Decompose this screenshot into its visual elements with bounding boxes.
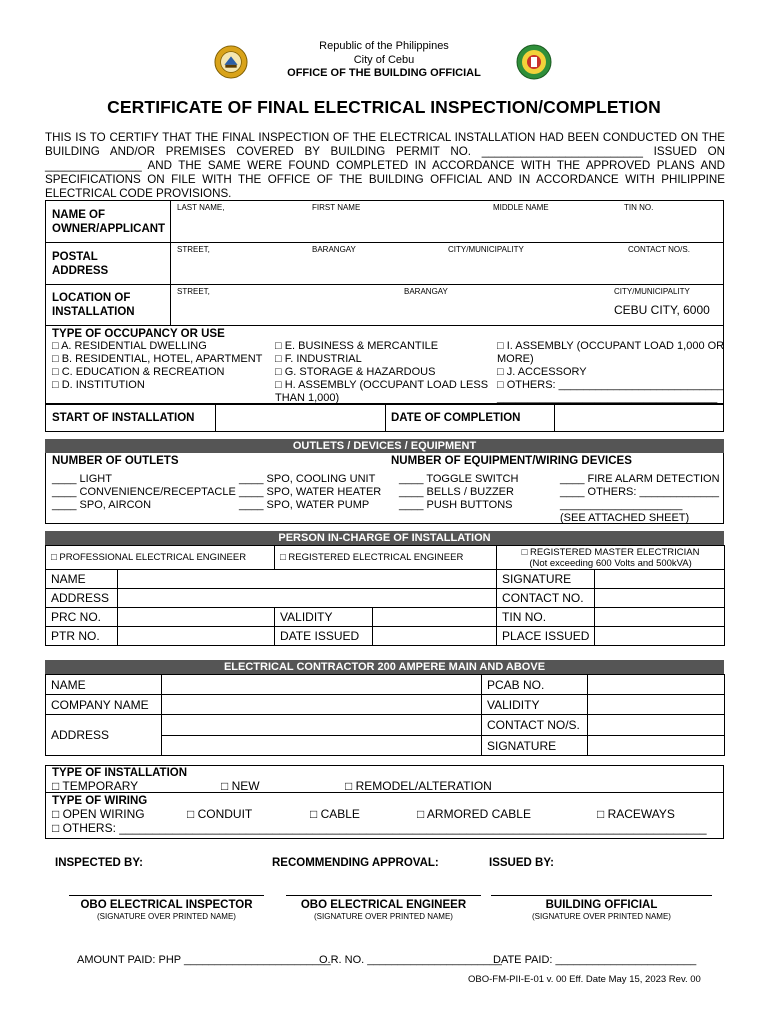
- option-cable[interactable]: □ CABLE: [310, 807, 360, 821]
- contact-label: CONTACT NO.: [497, 589, 595, 608]
- city-line: City of Cebu: [353, 54, 415, 66]
- address-label: ADDRESS: [46, 589, 118, 608]
- date-issued-field[interactable]: [373, 627, 497, 646]
- wiring-type-title: TYPE OF WIRING: [52, 795, 148, 807]
- contractor-name-field[interactable]: [162, 675, 482, 695]
- device-push-buttons[interactable]: ____ PUSH BUTTONS: [399, 499, 513, 511]
- device-others-line[interactable]: ____________________: [560, 499, 683, 511]
- option-remodel[interactable]: □ REMODEL/ALTERATION: [345, 779, 492, 793]
- form-code-footer: OBO-FM-PII-E-01 v. 00 Eff. Date May 15, 2023 Rev. 00: [468, 974, 701, 985]
- ptr-field[interactable]: [118, 627, 275, 646]
- occupancy-col-1: [52, 340, 262, 392]
- location-barangay-field[interactable]: BARANGAY: [404, 287, 448, 296]
- start-installation-field[interactable]: [217, 406, 383, 430]
- signature-label: SIGNATURE: [497, 570, 595, 589]
- outlets-title: NUMBER OF OUTLETS: [52, 455, 179, 467]
- contractor-validity-label: VALIDITY: [482, 695, 588, 715]
- outlet-spo-aircon[interactable]: ____ SPO, AIRCON: [52, 499, 152, 511]
- date-completion-field[interactable]: [556, 406, 722, 430]
- occupancy-option-h-cont: THAN 1,000): [275, 392, 340, 404]
- occupancy-option-g[interactable]: □ G. STORAGE & HAZARDOUS: [275, 366, 436, 378]
- middle-name-field[interactable]: MIDDLE NAME: [493, 203, 549, 212]
- street-field[interactable]: STREET,: [177, 245, 210, 254]
- device-bells-buzzer[interactable]: ____ BELLS / BUZZER: [399, 486, 514, 498]
- contact-field[interactable]: [595, 589, 725, 608]
- contractor-contact-field[interactable]: [588, 715, 725, 736]
- person-table: [45, 545, 725, 646]
- occupancy-option-f[interactable]: □ F. INDUSTRIAL: [275, 353, 362, 365]
- occupancy-option-j[interactable]: □ J. ACCESSORY: [497, 366, 587, 378]
- outlet-convenience[interactable]: ____ CONVENIENCE/RECEPTACLE: [52, 486, 236, 498]
- option-temporary[interactable]: □ TEMPORARY: [52, 779, 139, 793]
- republic-line: Republic of the Philippines: [319, 40, 449, 52]
- contractor-address-label: ADDRESS: [46, 715, 162, 756]
- date-paid-field[interactable]: DATE PAID: _______________________: [493, 954, 697, 966]
- contractor-address-field-1[interactable]: [162, 715, 482, 736]
- divider: [170, 200, 171, 325]
- occupancy-option-a[interactable]: □ A. RESIDENTIAL DWELLING: [52, 340, 207, 352]
- divider: [45, 284, 724, 285]
- inspected-by-label: INSPECTED BY:: [55, 857, 143, 869]
- signature-line-official[interactable]: [491, 895, 712, 896]
- divider: [215, 404, 216, 432]
- postal-label: POSTAL ADDRESS: [52, 251, 109, 277]
- option-new[interactable]: □ NEW: [221, 779, 260, 793]
- name-label: NAME: [46, 570, 118, 589]
- option-registered-ee[interactable]: □ REGISTERED ELECTRICAL ENGINEER: [275, 546, 497, 570]
- contractor-section-bar: ELECTRICAL CONTRACTOR 200 AMPERE MAIN AND ABOVE: [45, 660, 724, 674]
- inspector-title: OBO ELECTRICAL INSPECTOR: [80, 899, 253, 911]
- divider: [554, 404, 555, 432]
- recommending-label: RECOMMENDING APPROVAL:: [272, 857, 439, 869]
- master-electrician-label: □ REGISTERED MASTER ELECTRICIAN: [521, 546, 700, 558]
- contractor-signature-field[interactable]: [588, 736, 725, 756]
- divider: [385, 404, 386, 432]
- outlet-spo-cooling[interactable]: ____ SPO, COOLING UNIT: [239, 473, 376, 485]
- signature-line-engineer[interactable]: [286, 895, 481, 896]
- amount-paid-field[interactable]: AMOUNT PAID: PHP ________________________: [77, 954, 331, 966]
- pcab-field[interactable]: [588, 675, 725, 695]
- outlets-section-bar: OUTLETS / DEVICES / EQUIPMENT: [45, 439, 724, 453]
- location-street-field[interactable]: STREET,: [177, 287, 210, 296]
- device-fire-alarm[interactable]: ____ FIRE ALARM DETECTION: [560, 473, 720, 485]
- office-line: OFFICE OF THE BUILDING OFFICIAL: [287, 67, 481, 79]
- contractor-signature-label: SIGNATURE: [482, 736, 588, 756]
- occupancy-col-3: [497, 340, 724, 405]
- start-installation-label: START OF INSTALLATION: [52, 412, 195, 424]
- tin-field[interactable]: [595, 608, 725, 627]
- tin-label: TIN NO.: [497, 608, 595, 627]
- installation-type-title: TYPE OF INSTALLATION: [52, 767, 188, 779]
- option-open-wiring[interactable]: □ OPEN WIRING: [52, 807, 145, 821]
- signature-field[interactable]: [595, 570, 725, 589]
- certification-text: THIS IS TO CERTIFY THAT THE FINAL INSPECTION OF THE ELECTRICAL INSTALLATION HAD BEEN CONDUCTED ON THE BUILDING AND/OR PREMISES COVERED BY BUILDING PERMIT NO. _________________________ ISSUED ON _______________ AND THE SAME WERE FOUND COMPLETED IN ACCORDANCE WITH THE APPROVED PLANS AND SPECIFICATIONS ON FILE WITH THE OFFICE OF THE BUILDING OFFICIAL AND IN ACCORDANCE WITH PHILIPPINE ELECTRICAL CODE PROVISIONS.: [45, 131, 725, 200]
- name-field[interactable]: [118, 570, 497, 589]
- barangay-field[interactable]: BARANGAY: [312, 245, 356, 254]
- place-issued-field[interactable]: [595, 627, 725, 646]
- device-toggle-switch[interactable]: ____ TOGGLE SWITCH: [399, 473, 519, 485]
- validity-label: VALIDITY: [275, 608, 373, 627]
- equipment-col-1: [399, 473, 518, 512]
- inspector-note: (SIGNATURE OVER PRINTED NAME): [97, 912, 236, 921]
- contact-field[interactable]: CONTACT NO/S.: [628, 245, 690, 254]
- date-issued-label: DATE ISSUED: [275, 627, 373, 646]
- engineer-note: (SIGNATURE OVER PRINTED NAME): [314, 912, 453, 921]
- equipment-title: NUMBER OF EQUIPMENT/WIRING DEVICES: [391, 455, 632, 467]
- occupancy-option-i-cont: MORE): [497, 353, 534, 365]
- option-master-electrician[interactable]: [497, 546, 725, 570]
- issued-by-label: ISSUED BY:: [489, 857, 554, 869]
- occupancy-col-2: [275, 340, 488, 405]
- divider: [45, 325, 724, 326]
- outlets-col-1: [52, 473, 236, 512]
- signature-line-inspector[interactable]: [69, 895, 264, 896]
- occupancy-title: TYPE OF OCCUPANCY OR USE: [52, 328, 225, 340]
- prc-label: PRC NO.: [46, 608, 118, 627]
- ptr-label: PTR NO.: [46, 627, 118, 646]
- engineer-title: OBO ELECTRICAL ENGINEER: [300, 899, 467, 911]
- company-name-field[interactable]: [162, 695, 482, 715]
- occupancy-option-i[interactable]: □ I. ASSEMBLY (OCCUPANT LOAD 1,000 OR: [497, 340, 725, 352]
- occupancy-option-others[interactable]: □ OTHERS: ___________________________: [497, 379, 724, 391]
- contractor-address-field-2[interactable]: [162, 736, 482, 756]
- place-issued-label: PLACE ISSUED: [497, 627, 595, 646]
- last-name-field[interactable]: LAST NAME,: [177, 203, 225, 212]
- location-city-field[interactable]: CITY/MUNICIPALITY: [614, 287, 690, 296]
- option-others-wiring[interactable]: □ OTHERS: ________________________________________________________________________________________: [52, 821, 707, 835]
- location-city-value: CEBU CITY, 6000: [614, 303, 710, 317]
- first-name-field[interactable]: FIRST NAME: [312, 203, 361, 212]
- date-completion-label: DATE OF COMPLETION: [391, 412, 521, 424]
- official-note: (SIGNATURE OVER PRINTED NAME): [532, 912, 671, 921]
- city-field[interactable]: CITY/MUNICIPALITY: [448, 245, 524, 254]
- outlet-spo-water-pump[interactable]: ____ SPO, WATER PUMP: [239, 499, 370, 511]
- option-armored-cable[interactable]: □ ARMORED CABLE: [417, 807, 531, 821]
- contractor-name-label: NAME: [46, 675, 162, 695]
- option-conduit[interactable]: □ CONDUIT: [187, 807, 253, 821]
- inspector-signature-block: [69, 898, 264, 921]
- or-number-field[interactable]: O.R. NO. ______________________: [319, 954, 502, 966]
- occupancy-option-e[interactable]: □ E. BUSINESS & MERCANTILE: [275, 340, 439, 352]
- equipment-col-2: [560, 473, 720, 525]
- company-name-label: COMPANY NAME: [46, 695, 162, 715]
- master-electrician-note: (Not exceeding 600 Volts and 500kVA): [529, 557, 692, 569]
- outlet-spo-water-heater[interactable]: ____ SPO, WATER HEATER: [239, 486, 382, 498]
- validity-field[interactable]: [373, 608, 497, 627]
- official-signature-block: [491, 898, 712, 921]
- occupancy-option-b[interactable]: □ B. RESIDENTIAL, HOTEL, APARTMENT: [52, 353, 263, 365]
- document-title: CERTIFICATE OF FINAL ELECTRICAL INSPECTION/COMPLETION: [107, 97, 661, 117]
- occupancy-option-d[interactable]: □ D. INSTITUTION: [52, 379, 145, 391]
- contractor-table: [45, 674, 725, 756]
- outlets-col-2: [239, 473, 381, 512]
- divider: [45, 242, 724, 243]
- occupancy-option-c[interactable]: □ C. EDUCATION & RECREATION: [52, 366, 225, 378]
- address-field[interactable]: [118, 589, 497, 608]
- see-attached-note: (SEE ATTACHED SHEET): [560, 512, 690, 524]
- tin-field[interactable]: TIN NO.: [624, 203, 654, 212]
- person-section-bar: PERSON IN-CHARGE OF INSTALLATION: [45, 531, 724, 545]
- outlet-light[interactable]: ____ LIGHT: [52, 473, 112, 485]
- contractor-contact-label: CONTACT NO/S.: [482, 715, 588, 736]
- option-professional-ee[interactable]: □ PROFESSIONAL ELECTRICAL ENGINEER: [46, 546, 275, 570]
- official-title: BUILDING OFFICIAL: [545, 899, 658, 911]
- occupancy-others-line[interactable]: ____________________________________: [497, 392, 718, 404]
- device-others[interactable]: ____ OTHERS: _____________: [560, 486, 720, 498]
- engineer-signature-block: [286, 898, 481, 921]
- pcab-label: PCAB NO.: [482, 675, 588, 695]
- contractor-validity-field[interactable]: [588, 695, 725, 715]
- owner-label: NAME OF OWNER/APPLICANT: [52, 209, 166, 235]
- location-label: LOCATION OF INSTALLATION: [52, 292, 135, 318]
- occupancy-option-h[interactable]: □ H. ASSEMBLY (OCCUPANT LOAD LESS: [275, 379, 489, 391]
- prc-field[interactable]: [118, 608, 275, 627]
- option-raceways[interactable]: □ RACEWAYS: [597, 807, 675, 821]
